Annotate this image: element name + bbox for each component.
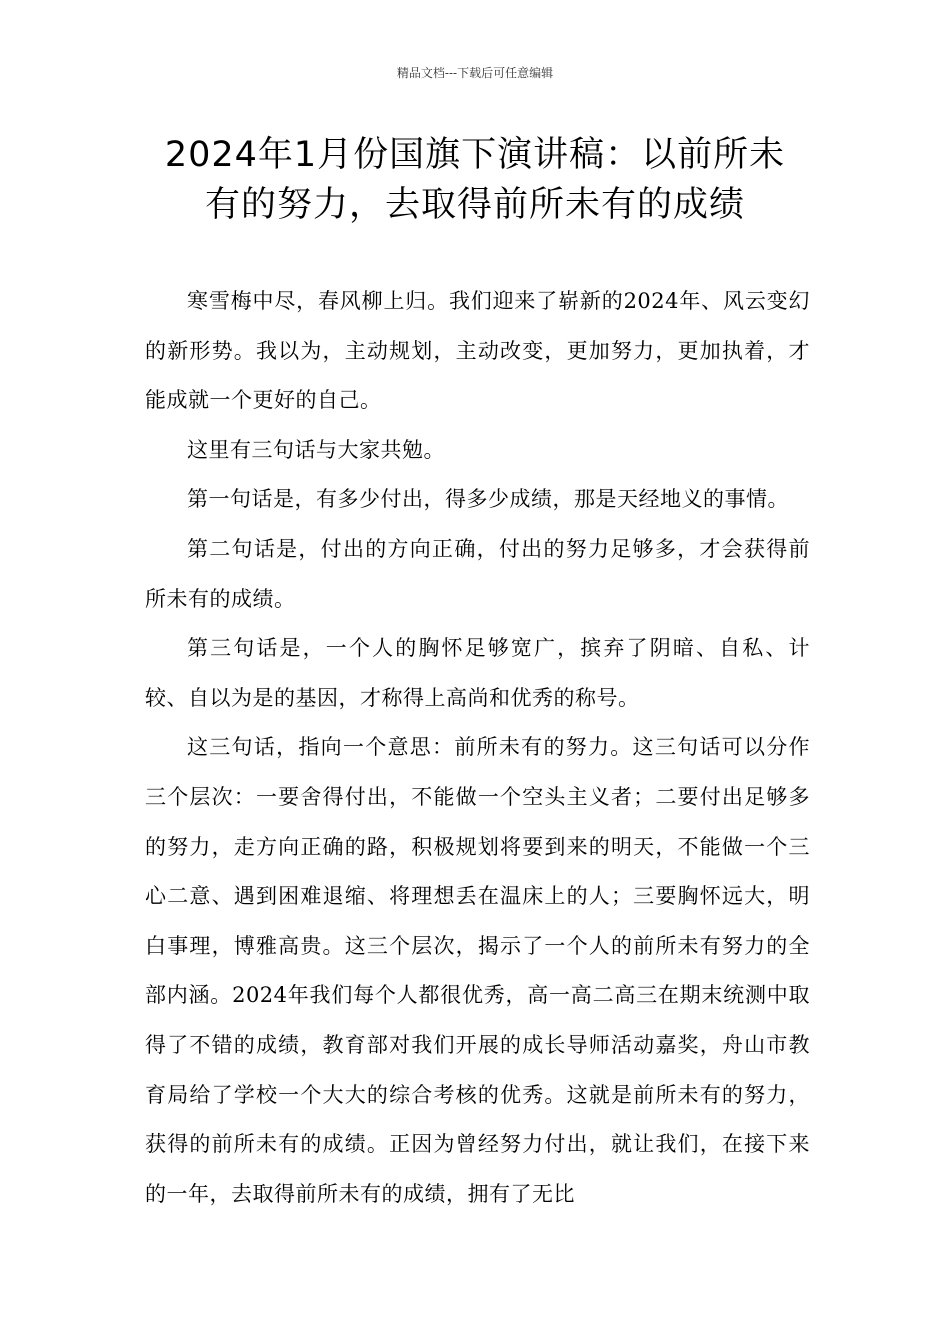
title-line-2: 有的努力，去取得前所未有的成绩 (204, 185, 745, 225)
title-line-1: 2024年1月份国旗下演讲稿：以前所未 (164, 135, 786, 175)
paragraph: 这三句话，指向一个意思：前所未有的努力。这三句话可以分作三个层次：一要舍得付出，不能做一个空头主义者；二要付出足够多的努力，走方向正确的路，积极规划将要到来的明天，不能做一个三心二意、遇到困难退缩、将理想丢在温床上的人；三要胸怀远大，明白事理，博雅高贵。这三个层次，揭示了一个人的前所未有努力的全部内涵。2024年我们每个人都很优秀，高一高二高三在期末统测中取得了不错的成绩，教育部对我们开展的成长导师活动嘉奖，舟山市教育局给了学校一个大大的综合考核的优秀。这就是前所未有的努力，获得的前所未有的成绩。正因为曾经努力付出，就让我们，在接下来的一年，去取得前所未有的成绩，拥有了无比 (145, 735, 810, 1206)
document-title (140, 130, 810, 230)
header-note: 精品文档---下载后可任意编辑 (396, 66, 554, 80)
paragraph: 这里有三句话与大家共勉。 (187, 437, 445, 462)
paragraph: 第二句话是，付出的方向正确，付出的努力足够多，才会获得前所未有的成绩。 (145, 536, 810, 611)
paragraph: 第一句话是，有多少付出，得多少成绩，那是天经地义的事情。 (187, 487, 789, 512)
paragraph: 第三句话是，一个人的胸怀足够宽广，摈弃了阴暗、自私、计较、自以为是的基因，才称得上高尚和优秀的称号。 (145, 636, 810, 710)
paragraph: 寒雪梅中尽，春风柳上归。我们迎来了崭新的2024年、风云变幻的新形势。我以为，主动规划，主动改变，更加努力，更加执着，才能成就一个更好的自己。 (145, 289, 810, 413)
document-body (145, 277, 810, 1219)
